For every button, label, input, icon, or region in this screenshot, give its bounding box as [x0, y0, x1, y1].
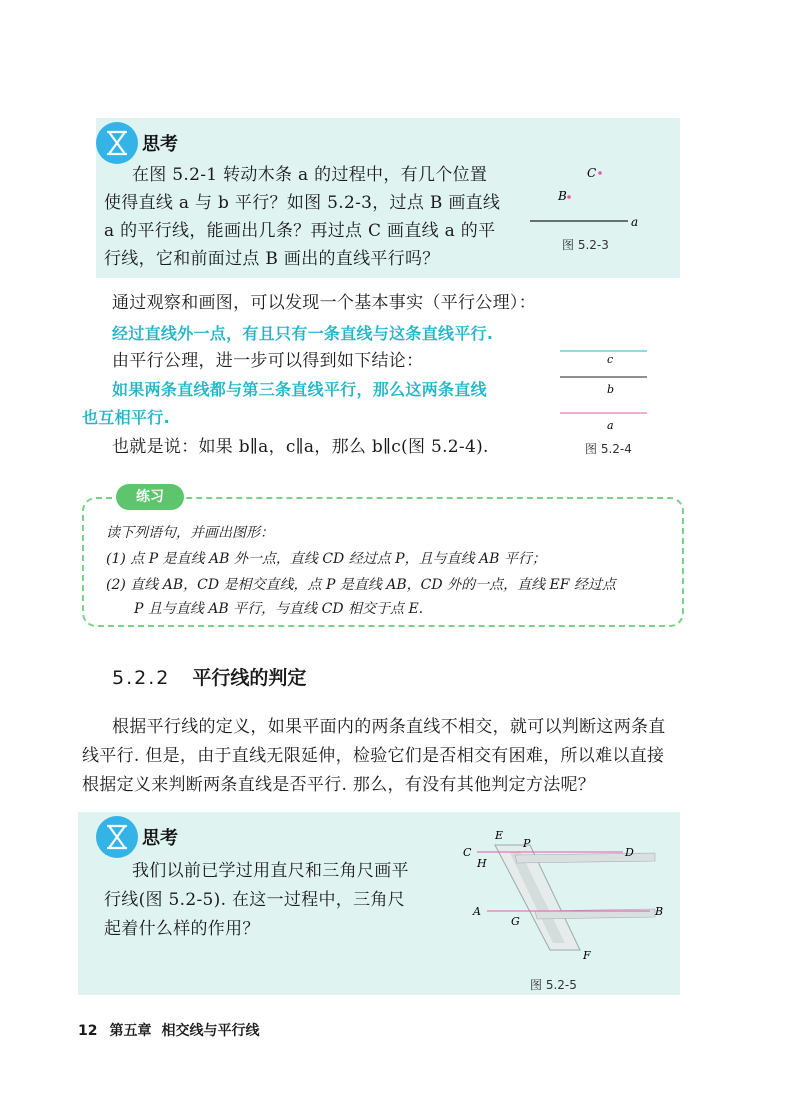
fig524-label-a: a: [607, 419, 614, 432]
fig523-point-b: [567, 195, 571, 199]
fig525-label-f: F: [583, 949, 591, 962]
practice-intro: 读下列语句，并画出图形：: [106, 525, 274, 541]
fig525-label-h: H: [477, 857, 487, 870]
think1-line-3: a 的平行线，能画出几条？再过点 C 画直线 a 的平: [104, 221, 496, 241]
fig524-label-c: c: [607, 353, 614, 366]
think1-line-2: 使得直线 a 与 b 平行？如图 5.2-3，过点 B 画直线: [104, 193, 501, 213]
fig525-label-e: E: [495, 829, 504, 842]
fig523-label-c: C: [587, 166, 597, 180]
fig523-point-c: [598, 171, 602, 175]
main-line-3: 由平行公理，进一步可以得到如下结论：: [112, 351, 424, 371]
fig525-label-c: C: [463, 846, 472, 859]
chapter-name: 相交线与平行线: [161, 1023, 260, 1039]
section-number: 5.2.2: [112, 667, 171, 689]
section-title: [112, 663, 306, 690]
practice-item-1: (1) 点 P 是直线 AB 外一点，直线 CD 经过点 P，且与直线 AB 平行；: [106, 551, 546, 567]
fig524-caption: 图 5.2-4: [585, 442, 632, 456]
figure-5-2-4: [555, 345, 655, 435]
page-number: 12: [78, 1023, 98, 1039]
fig525-label-b: B: [655, 905, 664, 918]
corollary-line-2: 也互相平行.: [82, 408, 170, 427]
section-line-3: 根据定义来判断两条直线是否平行. 那么，有没有其他判定方法呢？: [82, 775, 596, 795]
chapter-label: 第五章: [109, 1023, 152, 1039]
practice-tag: 练习: [116, 484, 184, 510]
think1-line-4: 行线，它和前面过点 B 画出的直线平行吗？: [104, 249, 440, 269]
fig525-caption: 图 5.2-5: [530, 978, 577, 992]
corollary-line-1: 如果两条直线都与第三条直线平行，那么这两条直线: [112, 380, 487, 399]
think-header-2: [96, 816, 178, 858]
think1-line-1: 在图 5.2-1 转动木条 a 的过程中，有几个位置: [132, 165, 488, 185]
fig523-caption: 图 5.2-3: [562, 238, 609, 252]
fig524-label-b: b: [607, 383, 615, 396]
practice-item-2a: (2) 直线 AB，CD 是相交直线，点 P 是直线 AB，CD 外的一点，直线 EF 经过点: [106, 577, 616, 593]
think2-line-3: 起着什么样的作用？: [104, 919, 260, 939]
main-line-1: 通过观察和画图，可以发现一个基本事实（平行公理）：: [112, 293, 536, 313]
main-line-6: 也就是说：如果 b∥a，c∥a，那么 b∥c(图 5.2-4).: [112, 437, 489, 457]
think2-line-1: 我们以前已学过用直尺和三角尺画平: [132, 861, 409, 881]
axiom-text: 经过直线外一点，有且只有一条直线与这条直线平行.: [112, 324, 494, 343]
hourglass-icon: [96, 816, 138, 858]
section-line-2: 线平行. 但是，由于直线无限延伸，检验它们是否相交有困难，所以难以直接: [82, 746, 665, 766]
page-footer: [78, 1020, 259, 1040]
fig525-label-p: P: [523, 837, 531, 850]
think-header-1: [96, 122, 178, 164]
think-label-2: 思考: [142, 828, 178, 849]
fig525-label-a: A: [473, 905, 481, 918]
section-name: 平行线的判定: [192, 667, 307, 689]
think2-line-2: 行线(图 5.2-5). 在这一过程中，三角尺: [104, 890, 405, 910]
think-label-1: 思考: [142, 134, 178, 155]
fig525-label-d: D: [625, 846, 634, 859]
fig525-label-g: G: [511, 915, 520, 928]
figure-5-2-5: [455, 825, 680, 970]
fig525-ruler-top: [515, 853, 655, 863]
hourglass-icon: [96, 122, 138, 164]
fig523-label-a: a: [631, 215, 639, 229]
section-line-1: 根据平行线的定义，如果平面内的两条直线不相交，就可以判断这两条直: [112, 717, 666, 737]
fig523-label-b: B: [558, 189, 567, 203]
practice-item-2b: P 且与直线 AB 平行，与直线 CD 相交于点 E.: [134, 601, 424, 617]
